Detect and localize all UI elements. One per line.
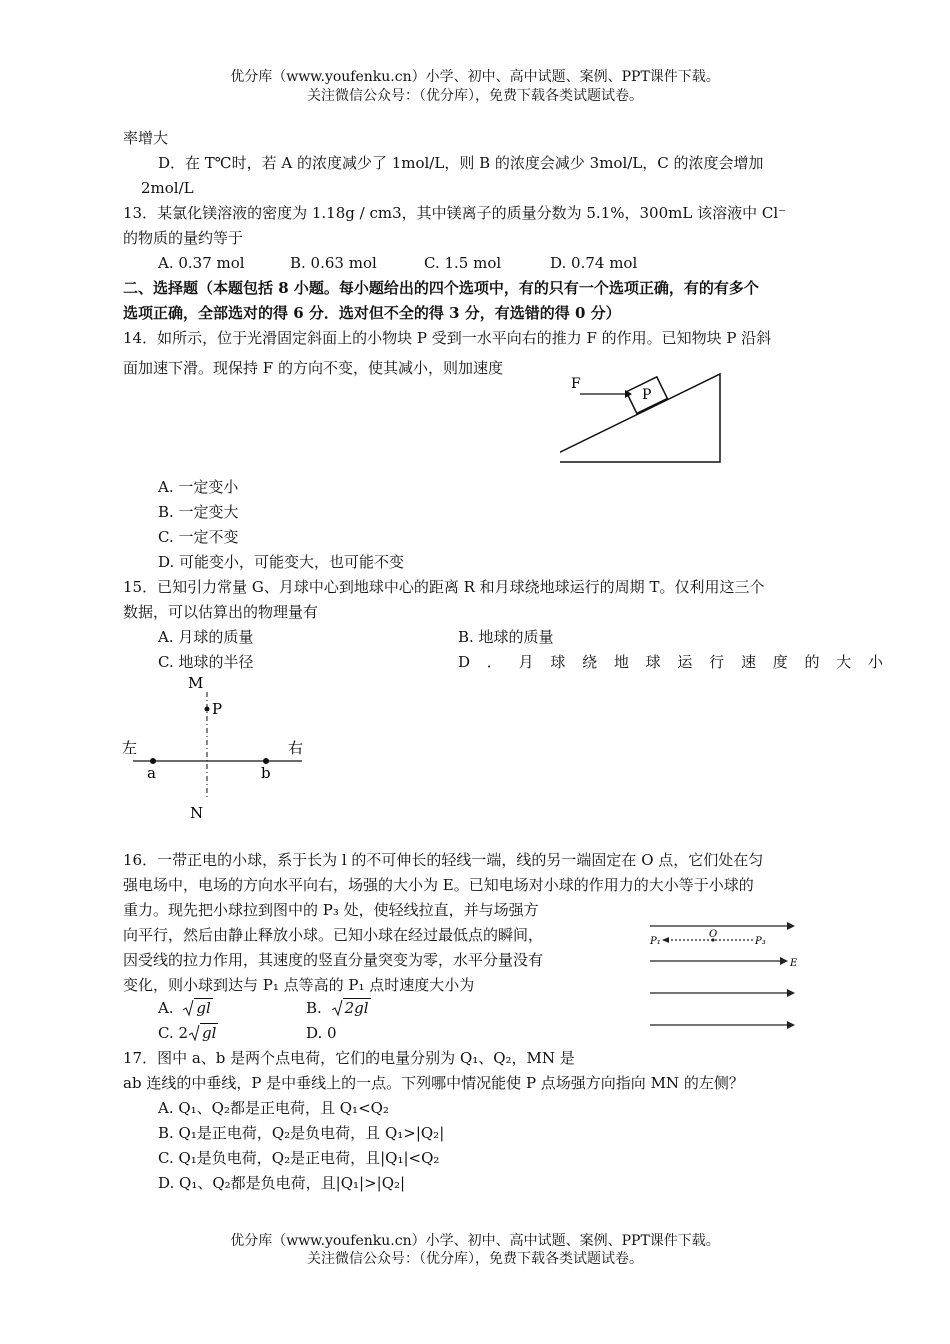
q16-option-b-label: B. [306, 999, 322, 1017]
q17-option-c: C. Q₁是负电荷，Q₂是正电荷，且|Q₁|<Q₂ [158, 1149, 440, 1167]
q16-option-a [158, 998, 213, 1018]
q13-option-d: D. 0.74 mol [550, 254, 638, 272]
q14-option-c: C. 一定不变 [158, 528, 239, 546]
label-m: M [188, 674, 204, 692]
q17-option-a: A. Q₁、Q₂都是正电荷，且 Q₁<Q₂ [158, 1099, 389, 1117]
q16-option-b [306, 998, 371, 1018]
q14-stem-line1: 14．如所示，位于光滑固定斜面上的小物块 P 受到一水平向右的推力 F 的作用。已知物块 P 沿斜 [123, 329, 772, 347]
field-line-3 [650, 989, 795, 997]
q15-stem-line2: 数据，可以估算出的物理量有 [123, 603, 319, 621]
q14-option-d: D. 可能变小，可能变大，也可能不变 [158, 553, 405, 571]
q16-stem-line4: 向平行，然后由静止释放小球。已知小球在经过最低点的瞬间， [123, 926, 544, 944]
q16-stem-line2: 强电场中，电场的方向水平向右，场强的大小为 E。已知电场对小球的作用力的大小等于小球的 [123, 876, 754, 894]
q16-option-c-label: C. 2 [158, 1024, 189, 1042]
section2-heading-line2: 选项正确，全部选对的得 6 分．选对但不全的得 3 分，有选错的得 0 分） [123, 304, 621, 322]
q16-option-a-radicand: gl [196, 999, 211, 1017]
q12-option-d-line2: 2mol/L [141, 179, 194, 197]
force-f-label: F [571, 376, 581, 392]
string-arrowhead [662, 937, 669, 943]
q17-option-b: B. Q₁是正电荷，Q₂是负电荷，且 Q₁>|Q₂| [158, 1124, 445, 1142]
q14-option-a: A. 一定变小 [158, 478, 239, 496]
q16-option-b-radicand: 2gl [344, 999, 369, 1017]
q16-option-c [158, 1023, 218, 1043]
q16-option-d: D. 0 [306, 1024, 337, 1042]
q13-stem-line1: 13．某氯化镁溶液的密度为 1.18g / cm3，其中镁离子的质量分数为 5.1%，300mL 该溶液中 Cl⁻ [123, 204, 787, 222]
label-b: b [261, 764, 271, 782]
field-line-2 [650, 957, 788, 965]
q12-option-d-line1: D．在 T℃时，若 A 的浓度减少了 1mol/L，则 B 的浓度会减少 3mol/L，C 的浓度会增加 [158, 154, 764, 172]
label-n: N [190, 804, 204, 822]
q15-option-b: B. 地球的质量 [458, 628, 554, 646]
section2-heading-line1: 二、选择题（本题包括 8 小题。每小题给出的四个选项中，有的只有一个选项正确，有的有多个 [123, 279, 759, 297]
block-p-label: P [642, 387, 652, 403]
label-p: P [212, 700, 223, 718]
q15-option-d: D ． 月 球 绕 地 球 运 行 速 度 的 大 小 [458, 653, 890, 671]
fig-label-o: O [709, 929, 718, 940]
page-footer-line1: 优分库（www.youfenku.cn）小学、初中、高中试题、案例、PPT课件下载。 [230, 1233, 720, 1249]
fig-label-p3: P₃ [755, 936, 766, 947]
field-line-4 [650, 1021, 795, 1029]
page-header-line1: 优分库（www.youfenku.cn）小学、初中、高中试题、案例、PPT课件下载。 [230, 69, 720, 85]
q14-incline-figure [560, 368, 735, 468]
q15-stem-line1: 15．已知引力常量 G、月球中心到地球中心的距离 R 和月球绕地球运行的周期 T。仅利用这三个 [123, 578, 765, 596]
q17-stem-line2: ab 连线的中垂线，P 是中垂线上的一点。下列哪中情况能使 P 点场强方向指向 MN 的左侧？ [123, 1074, 744, 1092]
label-left: 左 [122, 739, 138, 757]
page-header-line2: 关注微信公众号：（优分库），免费下载各类试题试卷。 [307, 88, 643, 104]
q17-option-d: D. Q₁、Q₂都是负电荷，且|Q₁|>|Q₂| [158, 1174, 406, 1192]
q16-option-c-radicand: gl [202, 1024, 217, 1042]
sqrt-icon [188, 1024, 200, 1042]
q14-stem-line2: 面加速下滑。现保持 F 的方向不变，使其减小，则加速度 [123, 359, 503, 377]
q16-stem-line6: 变化，则小球到达与 P₁ 点等高的 P₁ 点时速度大小为 [123, 976, 475, 994]
label-a: a [147, 764, 156, 782]
fig-label-e: E [790, 958, 798, 969]
q16-stem-line1: 16．一带正电的小球，系于长为 l 的不可伸长的轻线一端，线的另一端固定在 O 点，它们处在匀 [123, 851, 764, 869]
q15-option-a: A. 月球的质量 [158, 628, 254, 646]
q13-option-c: C. 1.5 mol [424, 254, 502, 272]
page-footer-line2: 关注微信公众号：（优分库），免费下载各类试题试卷。 [307, 1251, 643, 1267]
field-line-1 [650, 922, 795, 930]
q13-option-a: A. 0.37 mol [158, 254, 245, 272]
q12-option-c-tail: 率增大 [123, 129, 169, 147]
label-right: 右 [288, 739, 304, 757]
q15-option-c: C. 地球的半径 [158, 653, 254, 671]
q16-stem-line3: 重力。现先把小球拉到图中的 P₃ 处，使轻线拉直，并与场强方 [123, 901, 539, 919]
q17-charges-figure [120, 672, 320, 824]
q16-field-figure [645, 918, 800, 1038]
fig-label-p1: P₁ [650, 936, 661, 947]
sqrt-icon [331, 999, 343, 1017]
q17-stem-line1: 17．图中 a、b 是两个点电荷，它们的电量分别为 Q₁、Q₂，MN 是 [123, 1049, 575, 1067]
q16-stem-line5: 因受线的拉力作用，其速度的竖直分量突变为零，水平分量没有 [123, 951, 544, 969]
point-p [205, 707, 210, 712]
sqrt-icon [182, 999, 194, 1017]
q14-option-b: B. 一定变大 [158, 503, 239, 521]
q13-stem-line2: 的物质的量约等于 [123, 229, 244, 247]
q16-option-a-label: A. [158, 999, 174, 1017]
q13-option-b: B. 0.63 mol [290, 254, 377, 272]
